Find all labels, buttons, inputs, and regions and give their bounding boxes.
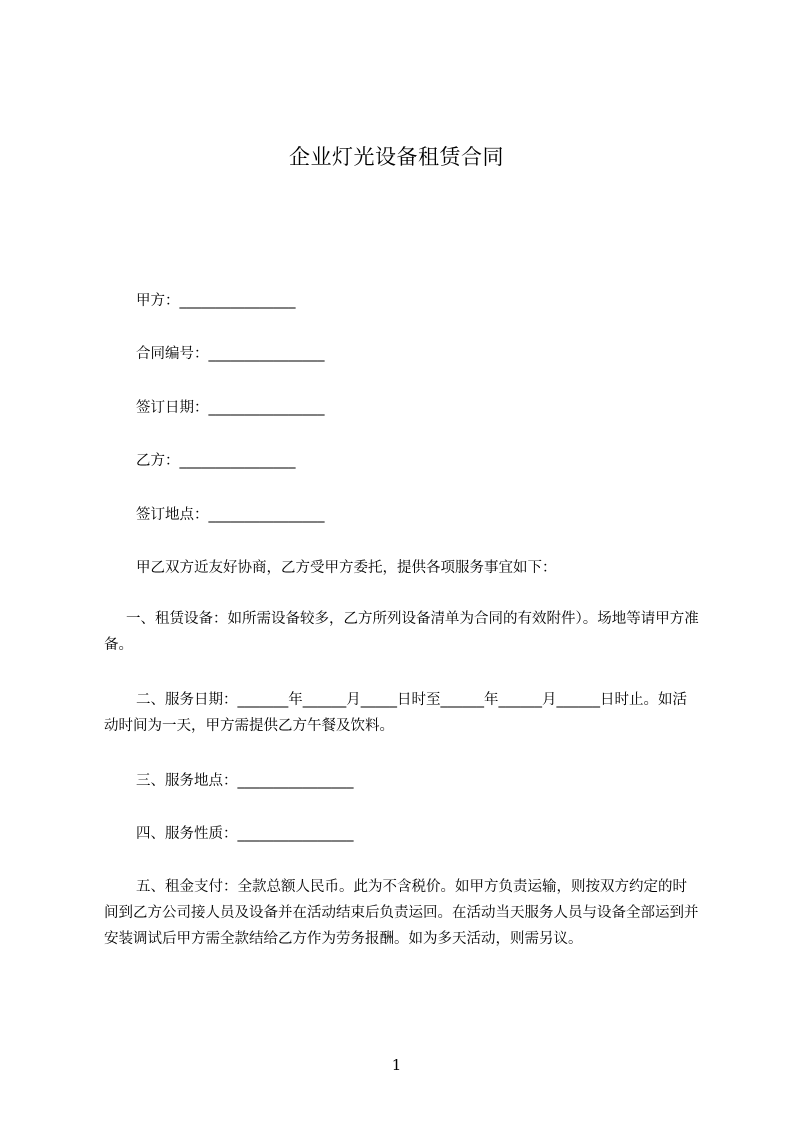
document-title: 企业灯光设备租赁合同 xyxy=(289,145,504,169)
party-a-field: 甲方：________________ xyxy=(136,293,296,309)
intro-paragraph: 甲乙双方近友好协商，乙方受甲方委托，提供各项服务事宜如下： xyxy=(136,560,557,576)
clause-2-paragraph: 二、服务日期：_______年______月_____日时至______年______月______日时止。如活动时间为一天，甲方需提供乙方午餐及饮料。 xyxy=(104,692,687,734)
sign-date-field: 签订日期：________________ xyxy=(136,400,325,416)
clause-1-paragraph: 一、租赁设备：如所需设备较多，乙方所列设备清单为合同的有效附件）。场地等请甲方准备。 xyxy=(104,611,699,653)
sign-place-field: 签订地点：________________ xyxy=(136,507,325,523)
clause-3-paragraph: 三、服务地点：________________ xyxy=(136,773,354,789)
party-b-field: 乙方：________________ xyxy=(136,453,296,469)
clause-5-paragraph: 五、租金支付：全款总额人民币。此为不含税价。如甲方负责运输，则按双方约定的时间到乙方公司接人员及设备并在活动结束后负责运回。在活动当天服务人员与设备全部运到并安装调试后甲方需全款结给乙方作为劳务报酬。如为多天活动，则需另议。 xyxy=(104,879,699,947)
contract-number-field: 合同编号：________________ xyxy=(136,346,325,362)
clause-4-paragraph: 四、服务性质：________________ xyxy=(136,826,354,842)
page-number: 1 xyxy=(391,1056,402,1074)
